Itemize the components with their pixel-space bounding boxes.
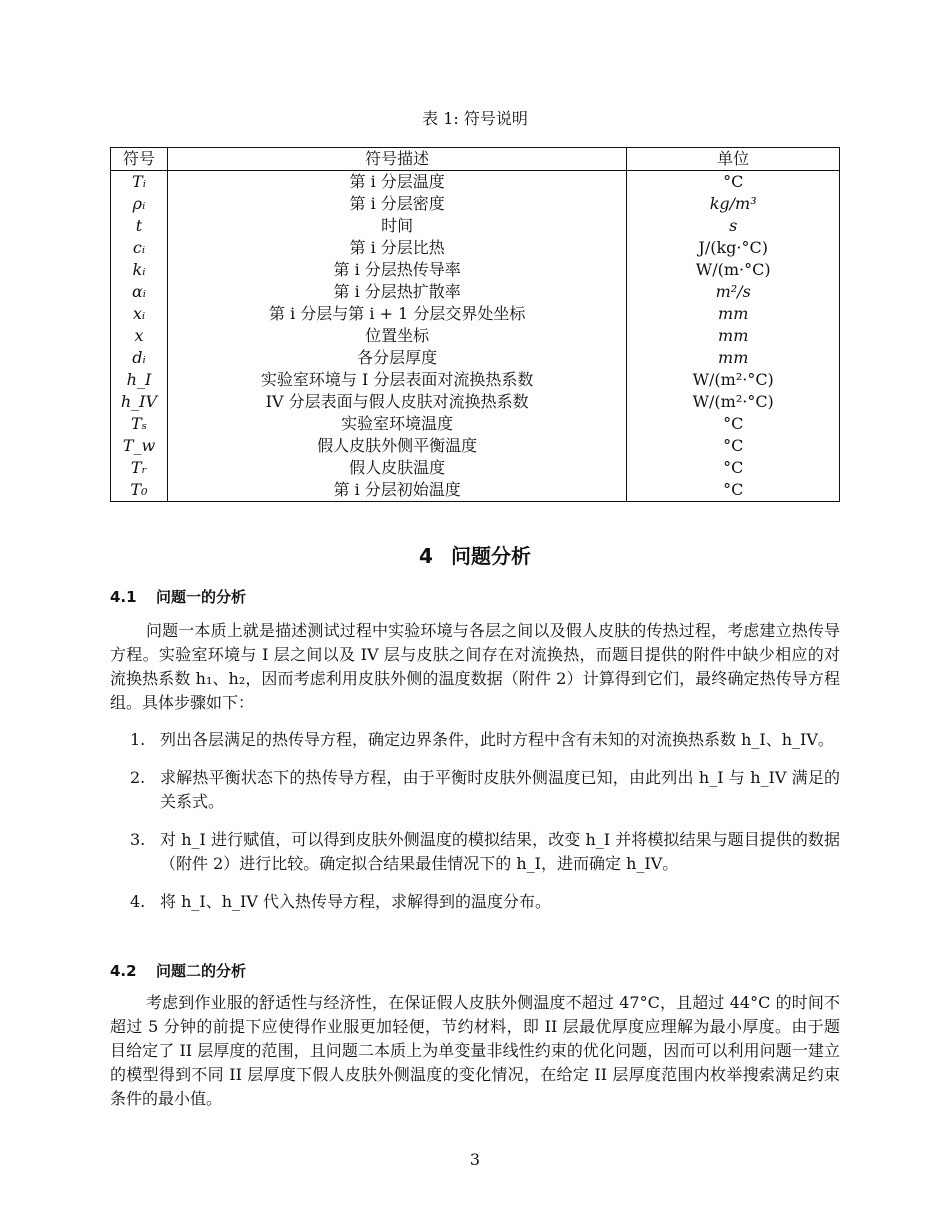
list-item-text: 将 h_I、h_IV 代入热传导方程，求解得到的温度分布。	[160, 892, 551, 911]
unit-cell: kg/m³	[627, 193, 840, 215]
unit-cell: °C	[627, 479, 840, 502]
description-cell: 第 i 分层比热	[167, 237, 626, 259]
symbol-cell: xᵢ	[111, 303, 168, 325]
list-item	[130, 828, 840, 876]
table-row	[111, 171, 840, 194]
description-cell: 位置坐标	[167, 325, 626, 347]
description-cell: 假人皮肤外侧平衡温度	[167, 435, 626, 457]
subsection-title: 问题一的分析	[156, 588, 247, 606]
table-row	[111, 391, 840, 413]
list-item-number: 3.	[130, 830, 146, 849]
symbol-cell: h_I	[111, 369, 168, 391]
paragraph-4-2: 考虑到作业服的舒适性与经济性，在保证假人皮肤外侧温度不超过 47°C，且超过 44°C 的时间不超过 5 分钟的前提下应使得作业服更加轻便，节约材料，即 II 层最优厚度应理解为最小厚度。由于题目给定了 II 层厚度的范围，且问题二本质上为单变量非线性约束的优化问题，因而可以利用问题一建立的模型得到不同 II 层厚度下假人皮肤外侧温度的变化情况，在给定 II 层厚度范围内枚举搜索满足约束条件的最小值。	[110, 993, 840, 1108]
unit-cell: s	[627, 215, 840, 237]
subsection-number: 4.1	[110, 588, 137, 606]
symbol-cell: x	[111, 325, 168, 347]
description-cell: 实验室环境温度	[167, 413, 626, 435]
symbol-cell: cᵢ	[111, 237, 168, 259]
list-item	[130, 890, 840, 914]
table-row	[111, 193, 840, 215]
description-cell: IV 分层表面与假人皮肤对流换热系数	[167, 391, 626, 413]
list-item-text: 对 h_I 进行赋值，可以得到皮肤外侧温度的模拟结果，改变 h_I 并将模拟结果与题目提供的数据（附件 2）进行比较。确定拟合结果最佳情况下的 h_I，进而确定 h_IV。	[160, 830, 840, 873]
list-item	[130, 728, 840, 752]
table-row	[111, 215, 840, 237]
symbol-table-body	[111, 171, 840, 502]
description-cell: 第 i 分层温度	[167, 171, 626, 194]
page-number: 3	[469, 1150, 481, 1169]
table-row	[111, 435, 840, 457]
list-item-text: 求解热平衡状态下的热传导方程，由于平衡时皮肤外侧温度已知，由此列出 h_I 与 h_IV 满足的关系式。	[160, 768, 840, 811]
subsection-heading-4-1	[110, 586, 246, 607]
table-row	[111, 303, 840, 325]
unit-cell: °C	[627, 171, 840, 194]
symbol-cell: h_IV	[111, 391, 168, 413]
subsection-title: 问题二的分析	[156, 962, 247, 980]
table-header-row	[111, 148, 840, 171]
symbol-cell: T_w	[111, 435, 168, 457]
analysis-steps-list	[130, 728, 840, 928]
table-row	[111, 347, 840, 369]
description-cell: 实验室环境与 I 分层表面对流换热系数	[167, 369, 626, 391]
table-row	[111, 259, 840, 281]
section-number: 4	[419, 544, 433, 568]
unit-cell: mm	[627, 325, 840, 347]
list-item-text: 列出各层满足的热传导方程，确定边界条件，此时方程中含有未知的对流换热系数 h_I、h_IV。	[160, 730, 834, 749]
symbol-cell: Tₛ	[111, 413, 168, 435]
description-cell: 假人皮肤温度	[167, 457, 626, 479]
description-cell: 时间	[167, 215, 626, 237]
description-cell: 第 i 分层密度	[167, 193, 626, 215]
subsection-heading-4-2	[110, 960, 246, 981]
unit-cell: °C	[627, 435, 840, 457]
header-description: 符号描述	[167, 148, 626, 171]
unit-cell: W/(m·°C)	[627, 259, 840, 281]
subsection-number: 4.2	[110, 962, 137, 980]
symbol-cell: αᵢ	[111, 281, 168, 303]
paragraph-4-1: 问题一本质上就是描述测试过程中实验环境与各层之间以及假人皮肤的传热过程，考虑建立热传导方程。实验室环境与 I 层之间以及 IV 层与皮肤之间存在对流换热，而题目提供的附件中缺少相应的对流换热系数 h₁、h₂，因而考虑利用皮肤外侧的温度数据（附件 2）计算得到它们，最终确定热传导方程组。具体步骤如下：	[110, 621, 840, 712]
list-item-number: 2.	[130, 768, 146, 787]
section-title: 问题分析	[450, 544, 531, 568]
unit-cell: W/(m²·°C)	[627, 369, 840, 391]
list-item	[130, 766, 840, 814]
description-cell: 各分层厚度	[167, 347, 626, 369]
unit-cell: mm	[627, 303, 840, 325]
section-heading	[0, 540, 950, 569]
unit-cell: J/(kg·°C)	[627, 237, 840, 259]
symbol-cell: Tᵣ	[111, 457, 168, 479]
symbol-cell: T₀	[111, 479, 168, 502]
unit-cell: W/(m²·°C)	[627, 391, 840, 413]
symbol-table	[110, 147, 840, 502]
unit-cell: °C	[627, 413, 840, 435]
description-cell: 第 i 分层初始温度	[167, 479, 626, 502]
list-item-number: 1.	[130, 730, 146, 749]
table-row	[111, 325, 840, 347]
header-symbol: 符号	[111, 148, 168, 171]
table-row	[111, 479, 840, 502]
table-row	[111, 413, 840, 435]
description-cell: 第 i 分层热传导率	[167, 259, 626, 281]
table-row	[111, 281, 840, 303]
unit-cell: m²/s	[627, 281, 840, 303]
unit-cell: °C	[627, 457, 840, 479]
symbol-cell: ρᵢ	[111, 193, 168, 215]
table-row	[111, 237, 840, 259]
unit-cell: mm	[627, 347, 840, 369]
header-unit: 单位	[627, 148, 840, 171]
list-item-number: 4.	[130, 892, 146, 911]
table-caption: 表 1: 符号说明	[422, 109, 528, 128]
table-row	[111, 369, 840, 391]
symbol-cell: t	[111, 215, 168, 237]
description-cell: 第 i 分层与第 i + 1 分层交界处坐标	[167, 303, 626, 325]
symbol-cell: kᵢ	[111, 259, 168, 281]
symbol-cell: Tᵢ	[111, 171, 168, 194]
symbol-cell: dᵢ	[111, 347, 168, 369]
description-cell: 第 i 分层热扩散率	[167, 281, 626, 303]
table-row	[111, 457, 840, 479]
